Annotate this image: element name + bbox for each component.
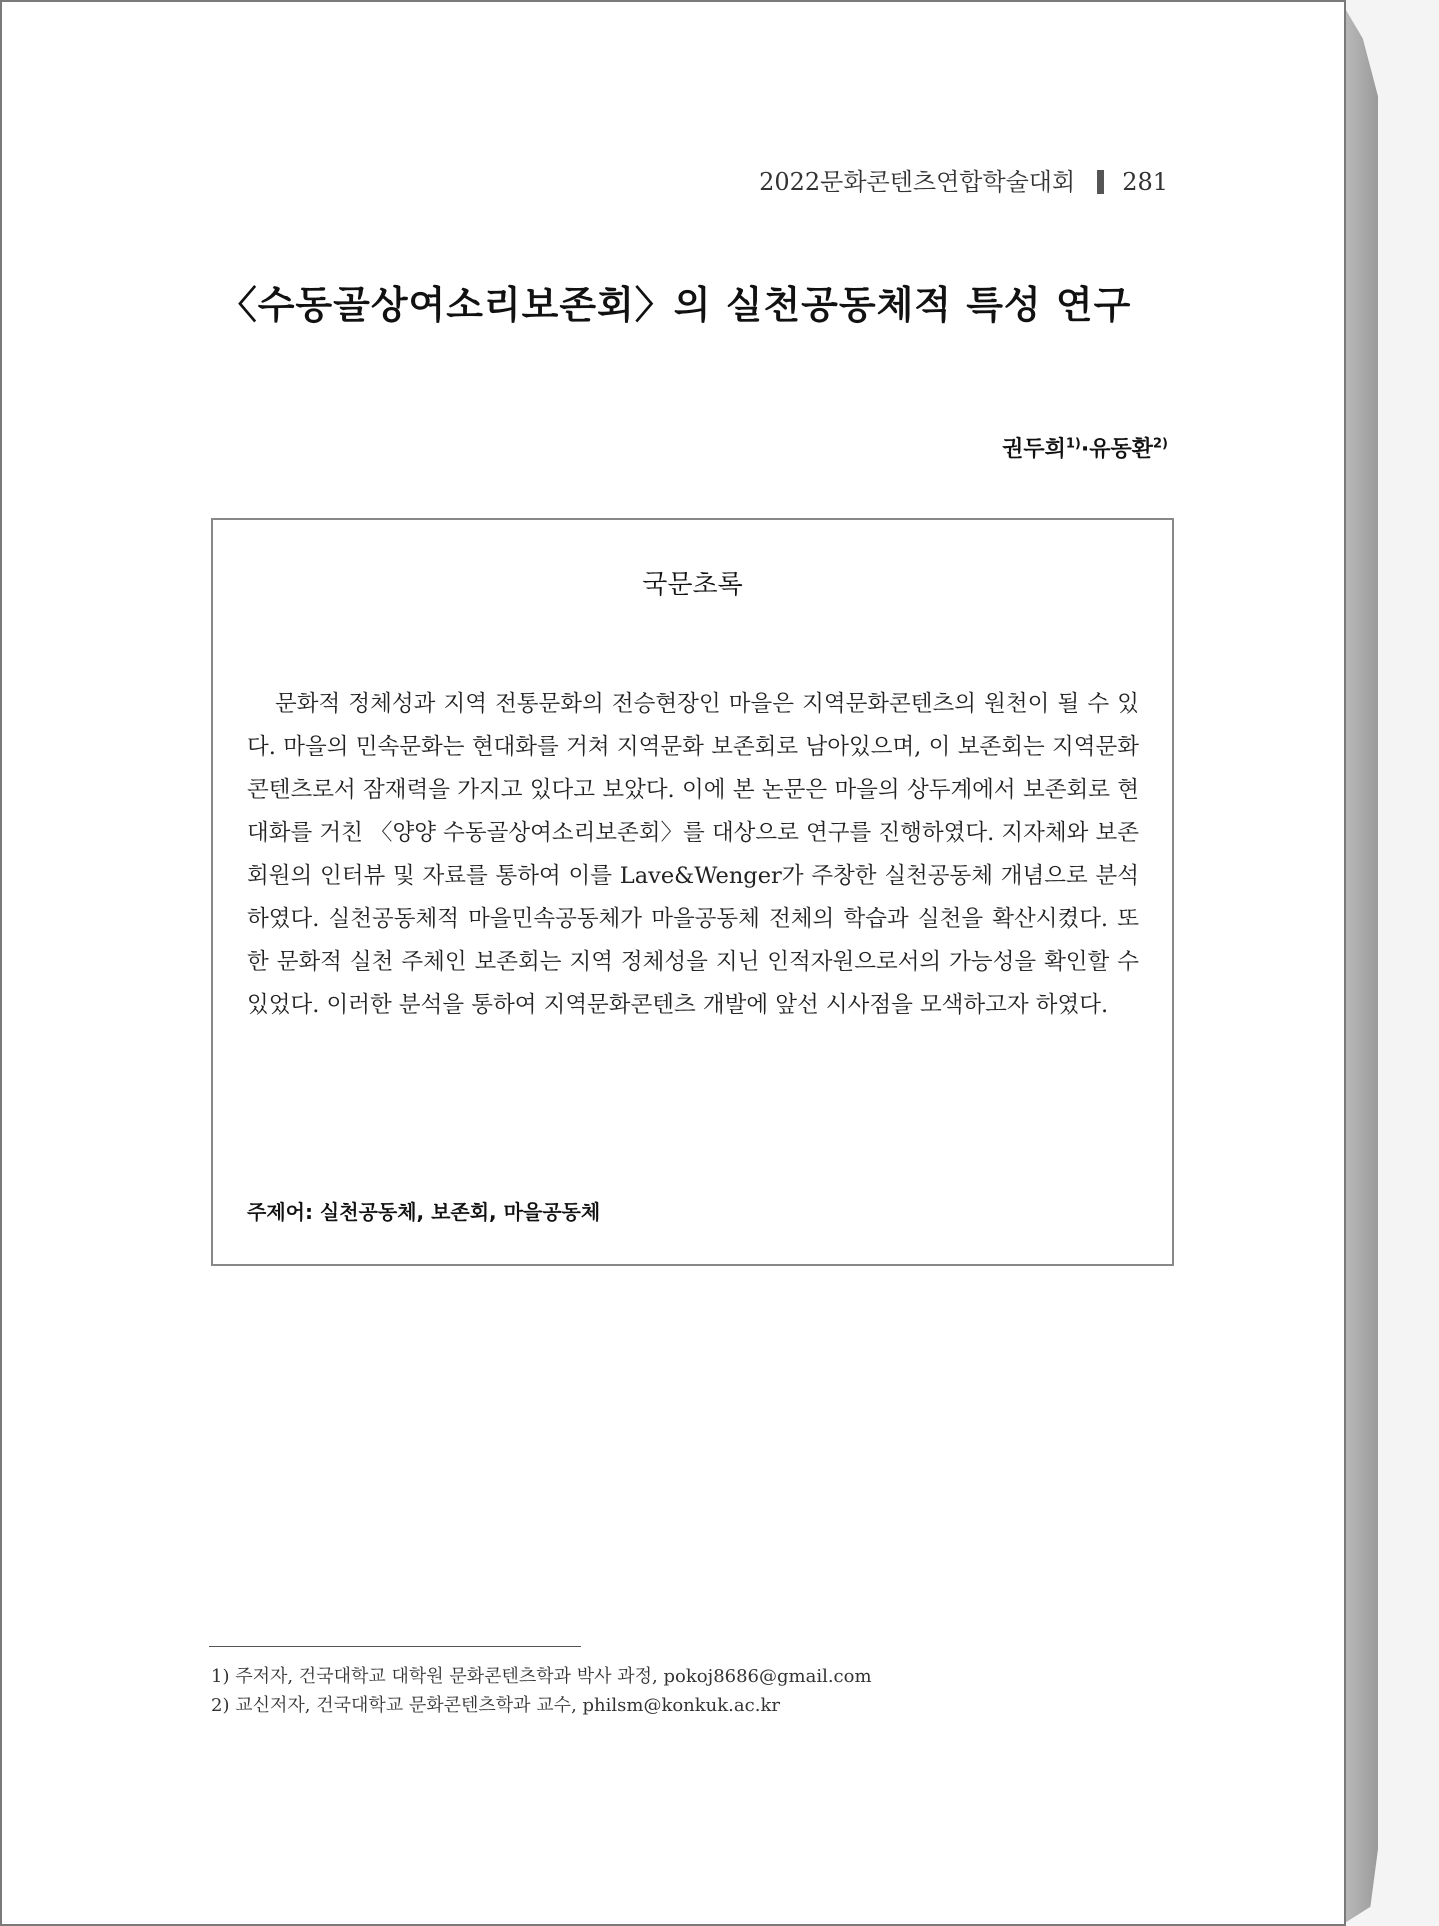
author-2: 유동환 <box>1089 437 1153 462</box>
author-1-footnote-mark: 1) <box>1065 436 1081 452</box>
author-1: 권두희 <box>1002 437 1066 462</box>
page-number: 281 <box>1122 168 1168 196</box>
author-line <box>1002 432 1168 463</box>
footnote-2: 2) 교신저자, 건국대학교 문화콘텐츠학과 교수, philsm@konkuk.ac.kr <box>211 1695 780 1716</box>
author-separator: · <box>1080 437 1090 462</box>
keywords: 주제어: 실천공동체, 보존회, 마을공동체 <box>247 1200 601 1224</box>
abstract-heading: 국문초록 <box>642 570 743 600</box>
author-2-footnote-mark: 2) <box>1153 436 1168 452</box>
footnote-1: 1) 주저자, 건국대학교 대학원 문화콘텐츠학과 박사 과정, pokoj8686@gmail.com <box>211 1666 872 1687</box>
footnote-divider <box>209 1646 581 1647</box>
running-header <box>759 162 1168 197</box>
paper-title: 〈수동골상여소리보존회〉의 실천공동체적 특성 연구 <box>218 283 1132 327</box>
abstract-box <box>211 518 1174 1266</box>
header-separator-bar <box>1097 170 1104 194</box>
footnotes <box>211 1662 872 1720</box>
conference-name: 2022문화콘텐츠연합학술대회 <box>759 168 1076 196</box>
abstract-body: 문화적 정체성과 지역 전통문화의 전승현장인 마을은 지역문화콘텐츠의 원천이 될 수 있다. 마을의 민속문화는 현대화를 거쳐 지역문화 보존회로 남아있으며, 이 보존회는 지역문화콘텐츠로서 잠재력을 가지고 있다고 보았다. 이에 본 논문은 마을의 상두계에서 보존회로 현대화를 거친 〈양양 수동골상여소리보존회〉를 대상으로 연구를 진행하였다. 지자체와 보존회원의 인터뷰 및 자료를 통하여 이를 Lave&Wenger가 주창한 실천공동체 개념으로 분석하였다. 실천공동체적 마을민속공동체가 마을공동체 전체의 학습과 실천을 확산시켰다. 또한 문화적 실천 주체인 보존회는 지역 정체성을 지닌 인적자원으로서의 가능성을 확인할 수 있었다. 이러한 분석을 통하여 지역문화콘텐츠 개발에 앞선 시사점을 모색하고자 하였다. <box>247 691 1139 1018</box>
